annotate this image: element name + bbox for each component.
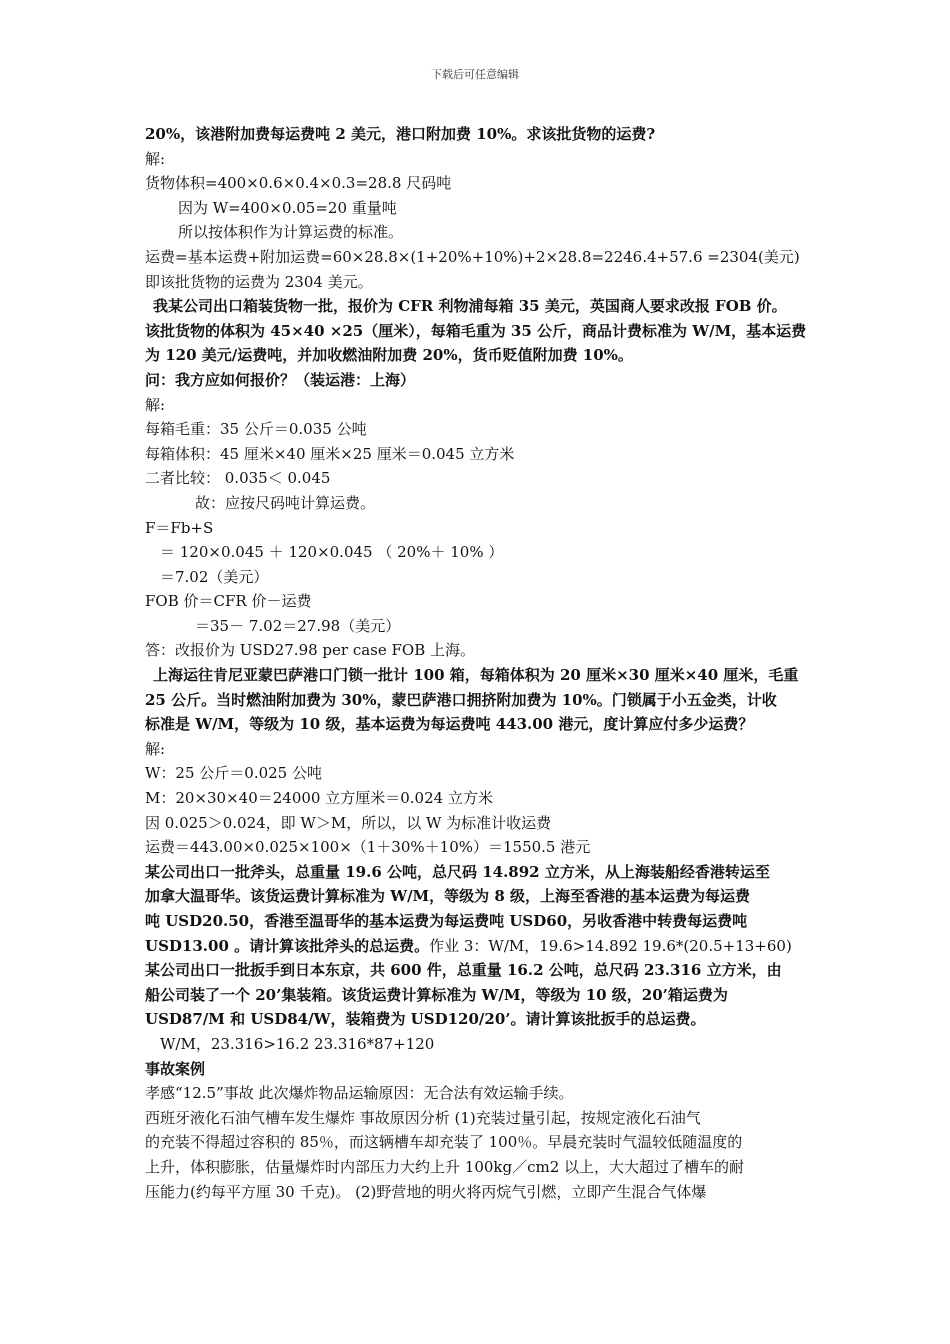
calc-line: 每箱体积：45 厘米×40 厘米×25 厘米＝0.045 立方米: [145, 444, 515, 463]
case-line: 的充装不得超过容积的 85％，而这辆槽车却充装了 100％。早晨充装时气温较低随温度的: [145, 1133, 743, 1152]
calc-line: W：25 公斤＝0.025 公吨: [145, 764, 322, 783]
calc-line: W/M，23.316>16.2 23.316*87+120: [160, 1034, 435, 1053]
homework-note: 作业 3：W/M，19.6>14.892 19.6*(20.5+13+60): [429, 936, 792, 955]
problem-text: 问：我方应如何报价？（装运港：上海）: [145, 370, 416, 389]
calc-line: 故：应按尺码吨计算运费。: [195, 493, 376, 512]
calc-line: 所以按体积作为计算运费的标准。: [178, 223, 404, 242]
problem-text: 船公司装了一个 20’集装箱。该货运费计算标准为 W/M，等级为 10 级，20’箱运费为: [145, 985, 728, 1004]
calc-line: ＝35－ 7.02＝27.98（美元）: [195, 616, 401, 635]
calc-line: 货物体积=400×0.6×0.4×0.3=28.8 尺码吨: [145, 174, 452, 193]
calc-line: FOB 价＝CFR 价－运费: [145, 592, 312, 611]
problem-text: 该批货物的体积为 45×40 ×25（厘米），每箱毛重为 35 公斤，商品计费标准为 W/M，基本运费: [145, 321, 807, 340]
problem-text: USD13.00 。请计算该批斧头的总运费。: [145, 936, 430, 955]
calc-line: 运费＝443.00×0.025×100×（1＋30%＋10%）＝1550.5 港元: [145, 838, 591, 857]
problem-text: 为 120 美元/运费吨，并加收燃油附加费 20%，货币贬值附加费 10%。: [145, 346, 633, 365]
problem-text: USD87/M 和 USD84/W，装箱费为 USD120/20’。请计算该批扳手的总运费。: [145, 1010, 706, 1029]
problem-with-homework: [145, 934, 810, 959]
calc-line: 二者比较： 0.035＜ 0.045: [145, 469, 331, 488]
calc-line: M：20×30×40＝24000 立方厘米＝0.024 立方米: [145, 789, 493, 808]
solution-label: 解:: [145, 149, 166, 168]
document-body: [145, 122, 810, 1204]
problem-text: 吨 USD20.50，香港至温哥华的基本运费为每运费吨 USD60，另收香港中转费每运费吨: [145, 912, 748, 930]
problem-text: 加拿大温哥华。该货运费计算标准为 W/M，等级为 8 级，上海至香港的基本运费为每运费: [145, 887, 751, 906]
problem-text: 上海运往肯尼亚蒙巴萨港口门锁一批计 100 箱，每箱体积为 20 厘米×30 厘米×40 厘米，毛重: [153, 666, 799, 685]
problem-text: 25 公斤。当时燃油附加费为 30%，蒙巴萨港口拥挤附加费为 10%。门锁属于小五金类，计收: [145, 690, 777, 709]
calc-line: 运费=基本运费+附加运费=60×28.8×(1+20%+10%)+2×28.8=2246.4+57.6 =2304(美元): [145, 247, 800, 266]
problem-text: 20%，该港附加费每运费吨 2 美元，港口附加费 10%。求该批货物的运费?: [145, 125, 656, 143]
calc-line: 因 0.025＞0.024，即 W＞M，所以，以 W 为标准计收运费: [145, 813, 552, 832]
calc-line: ＝7.02（美元）: [160, 567, 269, 586]
calc-line: F＝Fb+S: [145, 518, 214, 537]
answer-line: 答：改报价为 USD27.98 per case FOB 上海。: [145, 641, 476, 660]
calc-line: ＝ 120×0.045 ＋ 120×0.045 （ 20%＋ 10% ）: [160, 543, 504, 562]
problem-text: 标准是 W/M，等级为 10 级，基本运费为每运费吨 443.00 港元，度计算应付多少运费？: [145, 715, 754, 734]
solution-label: 解:: [145, 395, 166, 414]
case-line: 压能力(约每平方厘 30 千克)。 (2)野营地的明火将丙烷气引燃，立即产生混合气体爆: [145, 1182, 707, 1201]
calc-line: 因为 W=400×0.05=20 重量吨: [178, 198, 397, 217]
page-header: 下载后可任意编辑: [431, 68, 519, 81]
calc-line: 即该批货物的运费为 2304 美元。: [145, 272, 373, 291]
case-line: 孝感“12.5”事故 此次爆炸物品运输原因：无合法有效运输手续。: [145, 1084, 574, 1103]
section-heading: 事故案例: [145, 1059, 206, 1078]
case-line: 西班牙液化石油气槽车发生爆炸 事故原因分析 (1)充装过量引起，按规定液化石油气: [145, 1108, 701, 1127]
solution-label: 解:: [145, 739, 166, 758]
calc-line: 每箱毛重：35 公斤＝0.035 公吨: [145, 420, 367, 439]
problem-text: 某公司出口一批斧头，总重量 19.6 公吨，总尺码 14.892 立方米，从上海装船经香港转运至: [145, 862, 770, 881]
problem-text: 某公司出口一批扳手到日本东京，共 600 件，总重量 16.2 公吨，总尺码 23.316 立方米，由: [145, 961, 782, 980]
problem-text: 我某公司出口箱装货物一批，报价为 CFR 利物浦每箱 35 美元，英国商人要求改报 FOB 价。: [153, 297, 787, 316]
case-line: 上升，体积膨胀，估量爆炸时内部压力大约上升 100kg／cm2 以上，大大超过了槽车的耐: [145, 1157, 745, 1176]
